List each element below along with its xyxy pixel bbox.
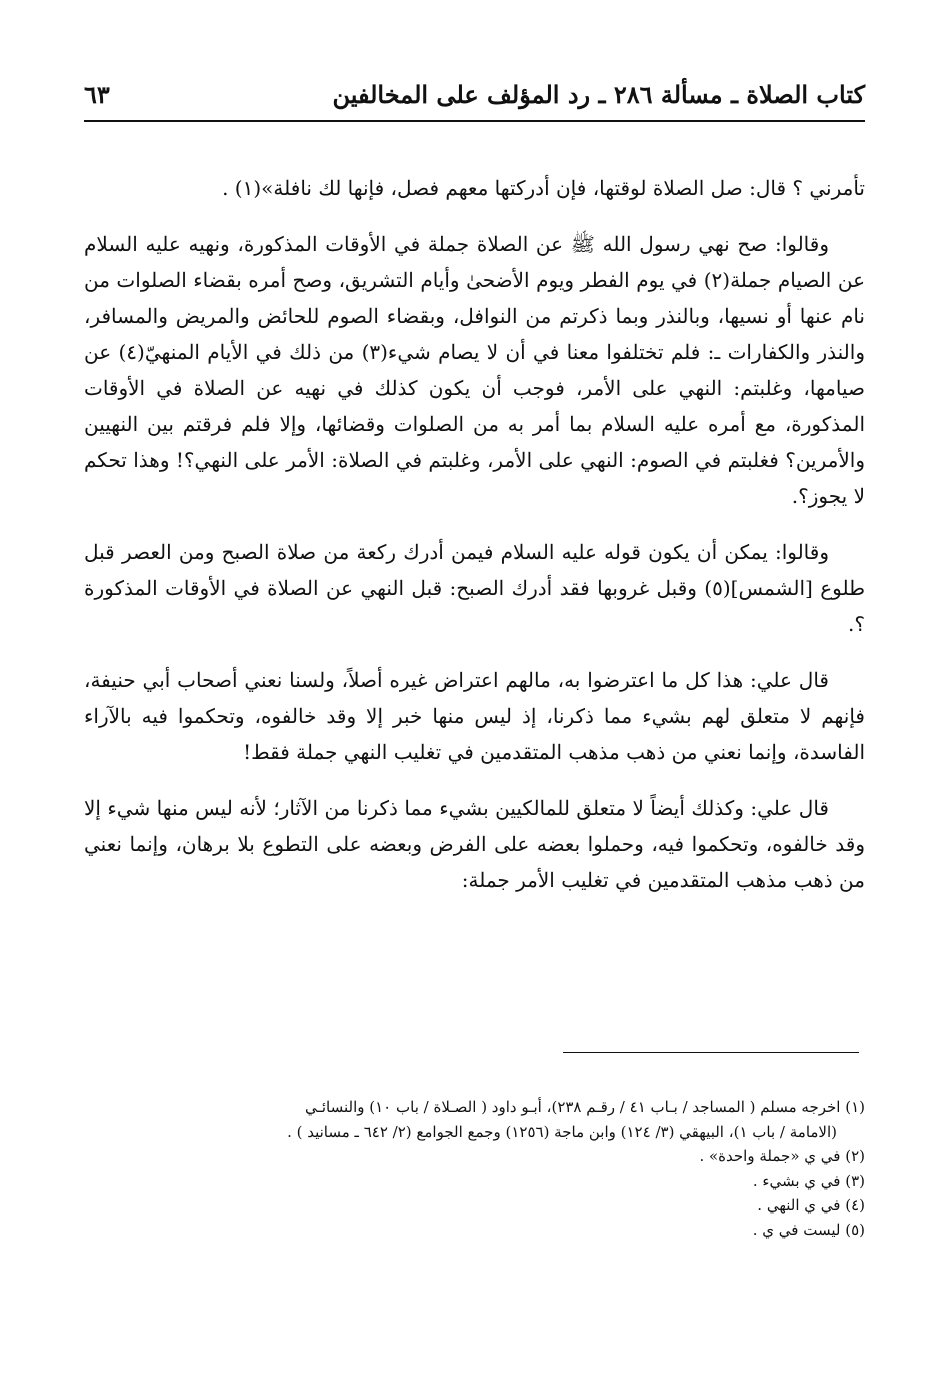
footnote-4: (٤) في ي النهي . [757, 1196, 865, 1214]
footnote-1: (١) اخرجه مسلم ( المساجد / بـاب ٤١ / رقـم ٢٣٨)، أبـو داود ( الصـلاة / باب ١٠) والنسائـي [304, 1098, 865, 1116]
page-number: ٦٣ [84, 80, 110, 109]
paragraph: قال علي: هذا كل ما اعترضوا به، مالهم اعتراض غيره أصلاً، ولسنا نعني أصحاب أبي حنيفة، فإنهم لا متعلق لهم بشيء مما ذكرنا، إذ ليس منها خبر إلا وقد خالفوه، وتحكموا فيه بالآراء الفاسدة، وإنما نعني من ذهب مذهب المتقدمين في تغليب النهي جملة فقط! [84, 668, 865, 764]
paragraph: وقالوا: صح نهي رسول الله ﷺ عن الصلاة جملة في الأوقات المذكورة، ونهيه عليه السلام عن الصيام جملة(٢) في يوم الفطر ويوم الأضحىٰ وأيام التشريق، وصح أمره بقضاء الصلوات من نام عنها أو نسيها، وبالنذر وبما ذكرتم من النوافل، وبقضاء الصوم للحائض والمريض والمسافر، والنذر والكفارات ـ: فلم تختلفوا معنا في أن لا يصام شيء(٣) من ذلك في الأيام المنهيّ(٤) عن صيامها، وغلبتم: النهي على الأمر، فوجب أن يكون كذلك في نهيه عن الصلاة في الأوقات المذكورة، مع أمره عليه السلام بما أمر به من الصلوات وقضائها، وإلا فلم فرقتم بين النهيين والأمرين؟ فغلبتم في الصوم: النهي على الأمر، وغلبتم في الصلاة: الأمر على النهي؟! وهذا تحكم لا يجوز؟. [84, 232, 865, 508]
main-text [84, 170, 865, 918]
footnote-2: (٢) في ي «جملة واحدة» . [699, 1147, 865, 1165]
paragraph: قال علي: وكذلك أيضاً لا متعلق للمالكيين بشيء مما ذكرنا من الآثار؛ لأنه ليس منها شيء إلا وقد خالفوه، وتحكموا فيه، وحملوا بعضه على الفرض وبعضه على التطوع بلا برهان، وإنما نعني من ذهب مذهب المتقدمين في تغليب الأمر جملة: [84, 796, 865, 892]
footnote-divider [563, 1052, 859, 1053]
paragraph: تأمرني ؟ قال: صل الصلاة لوقتها، فإن أدركتها معهم فصل، فإنها لك نافلة»(١) . [222, 176, 865, 200]
footnotes [84, 1095, 865, 1242]
footnote-3: (٣) في ي بشيء . [752, 1171, 865, 1190]
header-title: كتاب الصلاة ـ مسألة ٢٨٦ ـ رد المؤلف على المخالفين [332, 80, 865, 109]
footnote-5: (٥) ليست في ي . [752, 1220, 865, 1239]
footnote-1-continuation: (الامامة / باب ١)، البيهقي (٣/ ١٢٤) وابن ماجة (١٢٥٦) وجمع الجوامع (٢/ ٦٤٢ ـ مسانيد ) . [287, 1122, 837, 1141]
paragraph: وقالوا: يمكن أن يكون قوله عليه السلام فيمن أدرك ركعة من صلاة الصبح ومن العصر قبل طلوع [الشمس](٥) وقبل غروبها فقد أدرك الصبح: قبل النهي عن الصلاة في الأوقات المذكورة ؟. [84, 540, 865, 636]
running-header [84, 80, 865, 122]
